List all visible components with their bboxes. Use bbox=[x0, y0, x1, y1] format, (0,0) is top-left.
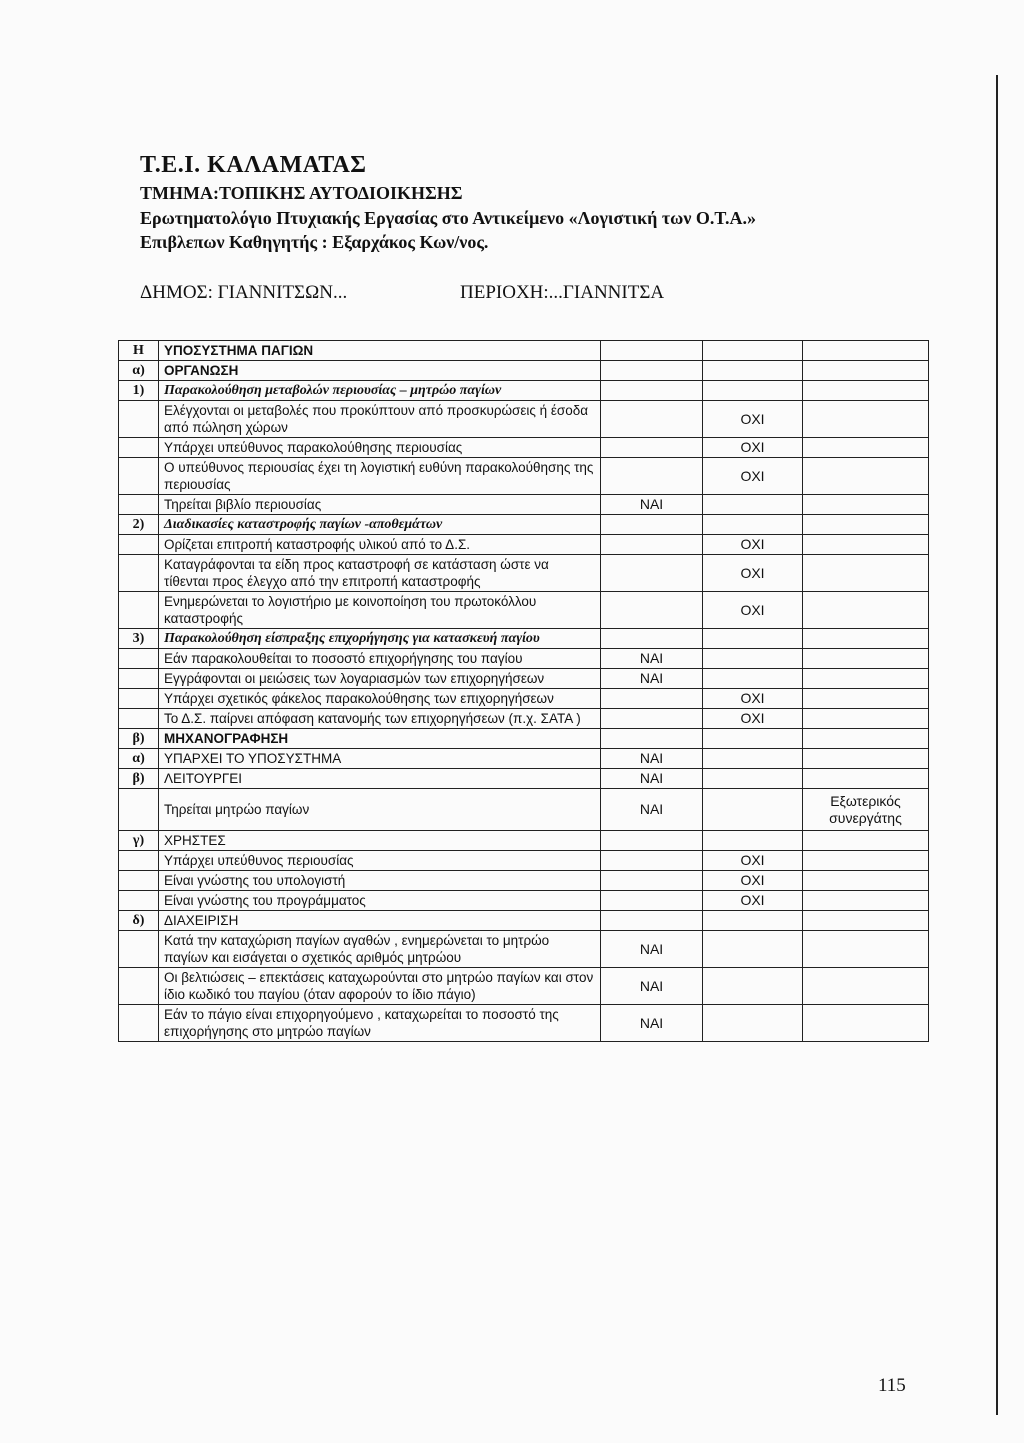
row-question: Ελέγχονται οι μεταβολές που προκύπτουν από προσκυρώσεις ή έσοδα από πώληση χώρων bbox=[159, 401, 601, 438]
row-question: Καταγράφονται τα είδη προς καταστροφή σε κατάσταση ώστε να τίθενται προς έλεγχο από την επιτροπή καταστροφής bbox=[159, 555, 601, 592]
row-answer-yes bbox=[601, 709, 703, 729]
row-answer-no bbox=[703, 649, 803, 669]
questionnaire-body bbox=[119, 341, 929, 1042]
row-answer-yes bbox=[601, 535, 703, 555]
row-answer-yes: ΝΑΙ bbox=[601, 749, 703, 769]
row-question: ΥΠΟΣΥΣΤΗΜΑ ΠΑΓΙΩΝ bbox=[159, 341, 601, 361]
row-answer-no: ΟΧΙ bbox=[703, 401, 803, 438]
row-number bbox=[119, 1005, 159, 1042]
row-note bbox=[803, 495, 929, 515]
row-note bbox=[803, 515, 929, 535]
row-answer-no bbox=[703, 789, 803, 831]
row-answer-no bbox=[703, 629, 803, 649]
row-question: ΧΡΗΣΤΕΣ bbox=[159, 831, 601, 851]
table-row bbox=[119, 911, 929, 931]
row-question: Είναι γνώστης του προγράμματος bbox=[159, 891, 601, 911]
row-answer-no bbox=[703, 515, 803, 535]
row-number bbox=[119, 689, 159, 709]
table-row bbox=[119, 592, 929, 629]
row-answer-no: ΟΧΙ bbox=[703, 438, 803, 458]
row-answer-no: ΟΧΙ bbox=[703, 458, 803, 495]
row-note bbox=[803, 871, 929, 891]
row-number: α) bbox=[119, 361, 159, 381]
row-answer-yes bbox=[601, 515, 703, 535]
row-answer-no bbox=[703, 729, 803, 749]
row-note bbox=[803, 931, 929, 968]
table-row bbox=[119, 669, 929, 689]
row-answer-yes bbox=[601, 381, 703, 401]
table-row bbox=[119, 789, 929, 831]
table-row bbox=[119, 709, 929, 729]
row-note bbox=[803, 669, 929, 689]
row-answer-no: ΟΧΙ bbox=[703, 851, 803, 871]
row-answer-no bbox=[703, 911, 803, 931]
row-answer-no: ΟΧΙ bbox=[703, 592, 803, 629]
row-answer-yes: ΝΑΙ bbox=[601, 769, 703, 789]
table-row bbox=[119, 341, 929, 361]
row-note bbox=[803, 629, 929, 649]
row-question: Τηρείται μητρώο παγίων bbox=[159, 789, 601, 831]
row-note: Εξωτερικός συνεργάτης bbox=[803, 789, 929, 831]
row-number bbox=[119, 968, 159, 1005]
row-note bbox=[803, 729, 929, 749]
table-row bbox=[119, 649, 929, 669]
row-answer-yes: ΝΑΙ bbox=[601, 649, 703, 669]
row-note bbox=[803, 592, 929, 629]
row-question: ΔΙΑΧΕΙΡΙΣΗ bbox=[159, 911, 601, 931]
row-note bbox=[803, 649, 929, 669]
table-row bbox=[119, 535, 929, 555]
row-answer-yes: ΝΑΙ bbox=[601, 931, 703, 968]
row-question: Το Δ.Σ. παίρνει απόφαση κατανομής των επιχορηγήσεων (π.χ. ΣΑΤΑ ) bbox=[159, 709, 601, 729]
row-number bbox=[119, 438, 159, 458]
row-question: ΥΠΑΡΧΕΙ ΤΟ ΥΠΟΣΥΣΤΗΜΑ bbox=[159, 749, 601, 769]
row-question: Ορίζεται επιτροπή καταστροφής υλικού από το Δ.Σ. bbox=[159, 535, 601, 555]
table-row bbox=[119, 891, 929, 911]
row-answer-no: ΟΧΙ bbox=[703, 689, 803, 709]
row-answer-yes: ΝΑΙ bbox=[601, 669, 703, 689]
row-answer-yes bbox=[601, 592, 703, 629]
row-number bbox=[119, 669, 159, 689]
row-answer-no bbox=[703, 931, 803, 968]
row-answer-no bbox=[703, 341, 803, 361]
row-note bbox=[803, 341, 929, 361]
row-answer-no: ΟΧΙ bbox=[703, 871, 803, 891]
row-number bbox=[119, 931, 159, 968]
row-question: Εάν παρακολουθείται το ποσοστό επιχορήγησης του παγίου bbox=[159, 649, 601, 669]
table-row bbox=[119, 555, 929, 592]
row-answer-yes: ΝΑΙ bbox=[601, 789, 703, 831]
row-question: Εάν το πάγιο είναι επιχορηγούμενο , καταχωρείται το ποσοστό της επιχορήγησης στο μητρώο παγίων bbox=[159, 1005, 601, 1042]
row-note bbox=[803, 749, 929, 769]
table-row bbox=[119, 871, 929, 891]
row-note bbox=[803, 361, 929, 381]
row-answer-yes bbox=[601, 629, 703, 649]
table-row bbox=[119, 1005, 929, 1042]
row-answer-no bbox=[703, 749, 803, 769]
row-answer-no bbox=[703, 495, 803, 515]
row-number bbox=[119, 555, 159, 592]
row-answer-yes bbox=[601, 871, 703, 891]
questionnaire-subject: Ερωτηματολόγιο Πτυχιακής Εργασίας στο Αντικείμενο «Λογιστική των Ο.Τ.Α.» bbox=[140, 208, 757, 228]
row-number bbox=[119, 789, 159, 831]
row-question: Παρακολούθηση μεταβολών περιουσίας – μητρώο παγίων bbox=[159, 381, 601, 401]
table-row bbox=[119, 931, 929, 968]
row-number: δ) bbox=[119, 911, 159, 931]
row-note bbox=[803, 968, 929, 1005]
table-row bbox=[119, 851, 929, 871]
row-question: Ο υπεύθυνος περιουσίας έχει τη λογιστική ευθύνη παρακολούθησης της περιουσίας bbox=[159, 458, 601, 495]
institution-title: Τ.Ε.Ι. ΚΑΛΑΜΑΤΑΣ bbox=[140, 152, 367, 178]
municipality-label: ΔΗΜΟΣ: ΓΙΑΝΝΙΤΣΩΝ... bbox=[140, 282, 348, 303]
questionnaire-table bbox=[118, 340, 929, 1042]
row-number bbox=[119, 709, 159, 729]
row-question: Κατά την καταχώριση παγίων αγαθών , ενημερώνεται το μητρώο παγίων και εισάγεται ο σχετικός αριθμός μητρώου bbox=[159, 931, 601, 968]
row-note bbox=[803, 769, 929, 789]
row-answer-yes bbox=[601, 458, 703, 495]
table-row bbox=[119, 381, 929, 401]
row-question: ΛΕΙΤΟΥΡΓΕΙ bbox=[159, 769, 601, 789]
table-row bbox=[119, 831, 929, 851]
table-row bbox=[119, 515, 929, 535]
row-answer-no bbox=[703, 769, 803, 789]
document-header bbox=[140, 152, 960, 253]
row-question: Οι βελτιώσεις – επεκτάσεις καταχωρούνται στο μητρώο παγίων και στον ίδιο κωδικό του παγίου (όταν αφορούν το ίδιο πάγιο) bbox=[159, 968, 601, 1005]
table-row bbox=[119, 968, 929, 1005]
row-answer-no bbox=[703, 831, 803, 851]
row-answer-yes bbox=[601, 729, 703, 749]
table-row bbox=[119, 629, 929, 649]
row-answer-no bbox=[703, 381, 803, 401]
row-note bbox=[803, 689, 929, 709]
row-number bbox=[119, 649, 159, 669]
row-question: Διαδικασίες καταστροφής παγίων -αποθεμάτων bbox=[159, 515, 601, 535]
table-row bbox=[119, 749, 929, 769]
row-number bbox=[119, 871, 159, 891]
row-question: Παρακολούθηση είσπραξης επιχορήγησης για κατασκευή παγίου bbox=[159, 629, 601, 649]
row-answer-yes bbox=[601, 361, 703, 381]
row-answer-yes bbox=[601, 689, 703, 709]
row-question: Είναι γνώστης του υπολογιστή bbox=[159, 871, 601, 891]
row-note bbox=[803, 438, 929, 458]
row-answer-yes bbox=[601, 831, 703, 851]
row-number: 2) bbox=[119, 515, 159, 535]
row-question: Υπάρχει σχετικός φάκελος παρακολούθησης των επιχορηγήσεων bbox=[159, 689, 601, 709]
row-number: γ) bbox=[119, 831, 159, 851]
row-answer-yes bbox=[601, 438, 703, 458]
row-number: β) bbox=[119, 729, 159, 749]
row-note bbox=[803, 555, 929, 592]
row-number: α) bbox=[119, 749, 159, 769]
row-number bbox=[119, 891, 159, 911]
table-row bbox=[119, 769, 929, 789]
row-note bbox=[803, 911, 929, 931]
row-number bbox=[119, 592, 159, 629]
row-answer-yes bbox=[601, 851, 703, 871]
row-question: Εγγράφονται οι μειώσεις των λογαριασμών των επιχορηγήσεων bbox=[159, 669, 601, 689]
row-question: Τηρείται βιβλίο περιουσίας bbox=[159, 495, 601, 515]
table-row bbox=[119, 729, 929, 749]
row-number: 1) bbox=[119, 381, 159, 401]
row-answer-no: ΟΧΙ bbox=[703, 709, 803, 729]
row-answer-no: ΟΧΙ bbox=[703, 535, 803, 555]
row-note bbox=[803, 458, 929, 495]
row-note bbox=[803, 401, 929, 438]
table-row bbox=[119, 495, 929, 515]
page-number: 115 bbox=[878, 1375, 906, 1396]
table-row bbox=[119, 401, 929, 438]
row-number bbox=[119, 401, 159, 438]
row-note bbox=[803, 535, 929, 555]
row-question: Υπάρχει υπεύθυνος παρακολούθησης περιουσίας bbox=[159, 438, 601, 458]
supervisor-line: Επιβλεπων Καθηγητής : Εξαρχάκος Κων/νος. bbox=[140, 232, 489, 252]
row-question: ΟΡΓΑΝΩΣΗ bbox=[159, 361, 601, 381]
department-title: ΤΜΗΜΑ:ΤΟΠΙΚΗΣ ΑΥΤΟΔΙΟΙΚΗΣΗΣ bbox=[140, 183, 463, 203]
row-answer-no bbox=[703, 361, 803, 381]
row-number bbox=[119, 458, 159, 495]
row-note bbox=[803, 381, 929, 401]
row-note bbox=[803, 851, 929, 871]
row-number bbox=[119, 495, 159, 515]
page-edge-line bbox=[996, 75, 998, 1415]
row-number: β) bbox=[119, 769, 159, 789]
row-number: Η bbox=[119, 341, 159, 361]
row-note bbox=[803, 891, 929, 911]
row-answer-no: ΟΧΙ bbox=[703, 891, 803, 911]
row-answer-yes bbox=[601, 341, 703, 361]
row-answer-yes bbox=[601, 911, 703, 931]
row-question: ΜΗΧΑΝΟΓΡΑΦΗΣΗ bbox=[159, 729, 601, 749]
row-answer-yes: ΝΑΙ bbox=[601, 1005, 703, 1042]
row-answer-no bbox=[703, 968, 803, 1005]
row-number bbox=[119, 851, 159, 871]
table-row bbox=[119, 458, 929, 495]
row-number: 3) bbox=[119, 629, 159, 649]
row-question: Ενημερώνεται το λογιστήριο με κοινοποίηση του πρωτοκόλλου καταστροφής bbox=[159, 592, 601, 629]
row-answer-yes: ΝΑΙ bbox=[601, 495, 703, 515]
row-answer-no: ΟΧΙ bbox=[703, 555, 803, 592]
row-answer-no bbox=[703, 1005, 803, 1042]
row-number bbox=[119, 535, 159, 555]
row-answer-yes bbox=[601, 555, 703, 592]
table-row bbox=[119, 689, 929, 709]
row-note bbox=[803, 1005, 929, 1042]
row-answer-yes bbox=[601, 891, 703, 911]
row-answer-yes: ΝΑΙ bbox=[601, 968, 703, 1005]
row-question: Υπάρχει υπεύθυνος περιουσίας bbox=[159, 851, 601, 871]
table-row bbox=[119, 438, 929, 458]
row-note bbox=[803, 831, 929, 851]
table-row bbox=[119, 361, 929, 381]
region-label: ΠΕΡΙΟΧΗ:...ΓΙΑΝΝΙΤΣΑ bbox=[460, 282, 665, 303]
row-note bbox=[803, 709, 929, 729]
row-answer-yes bbox=[601, 401, 703, 438]
row-answer-no bbox=[703, 669, 803, 689]
